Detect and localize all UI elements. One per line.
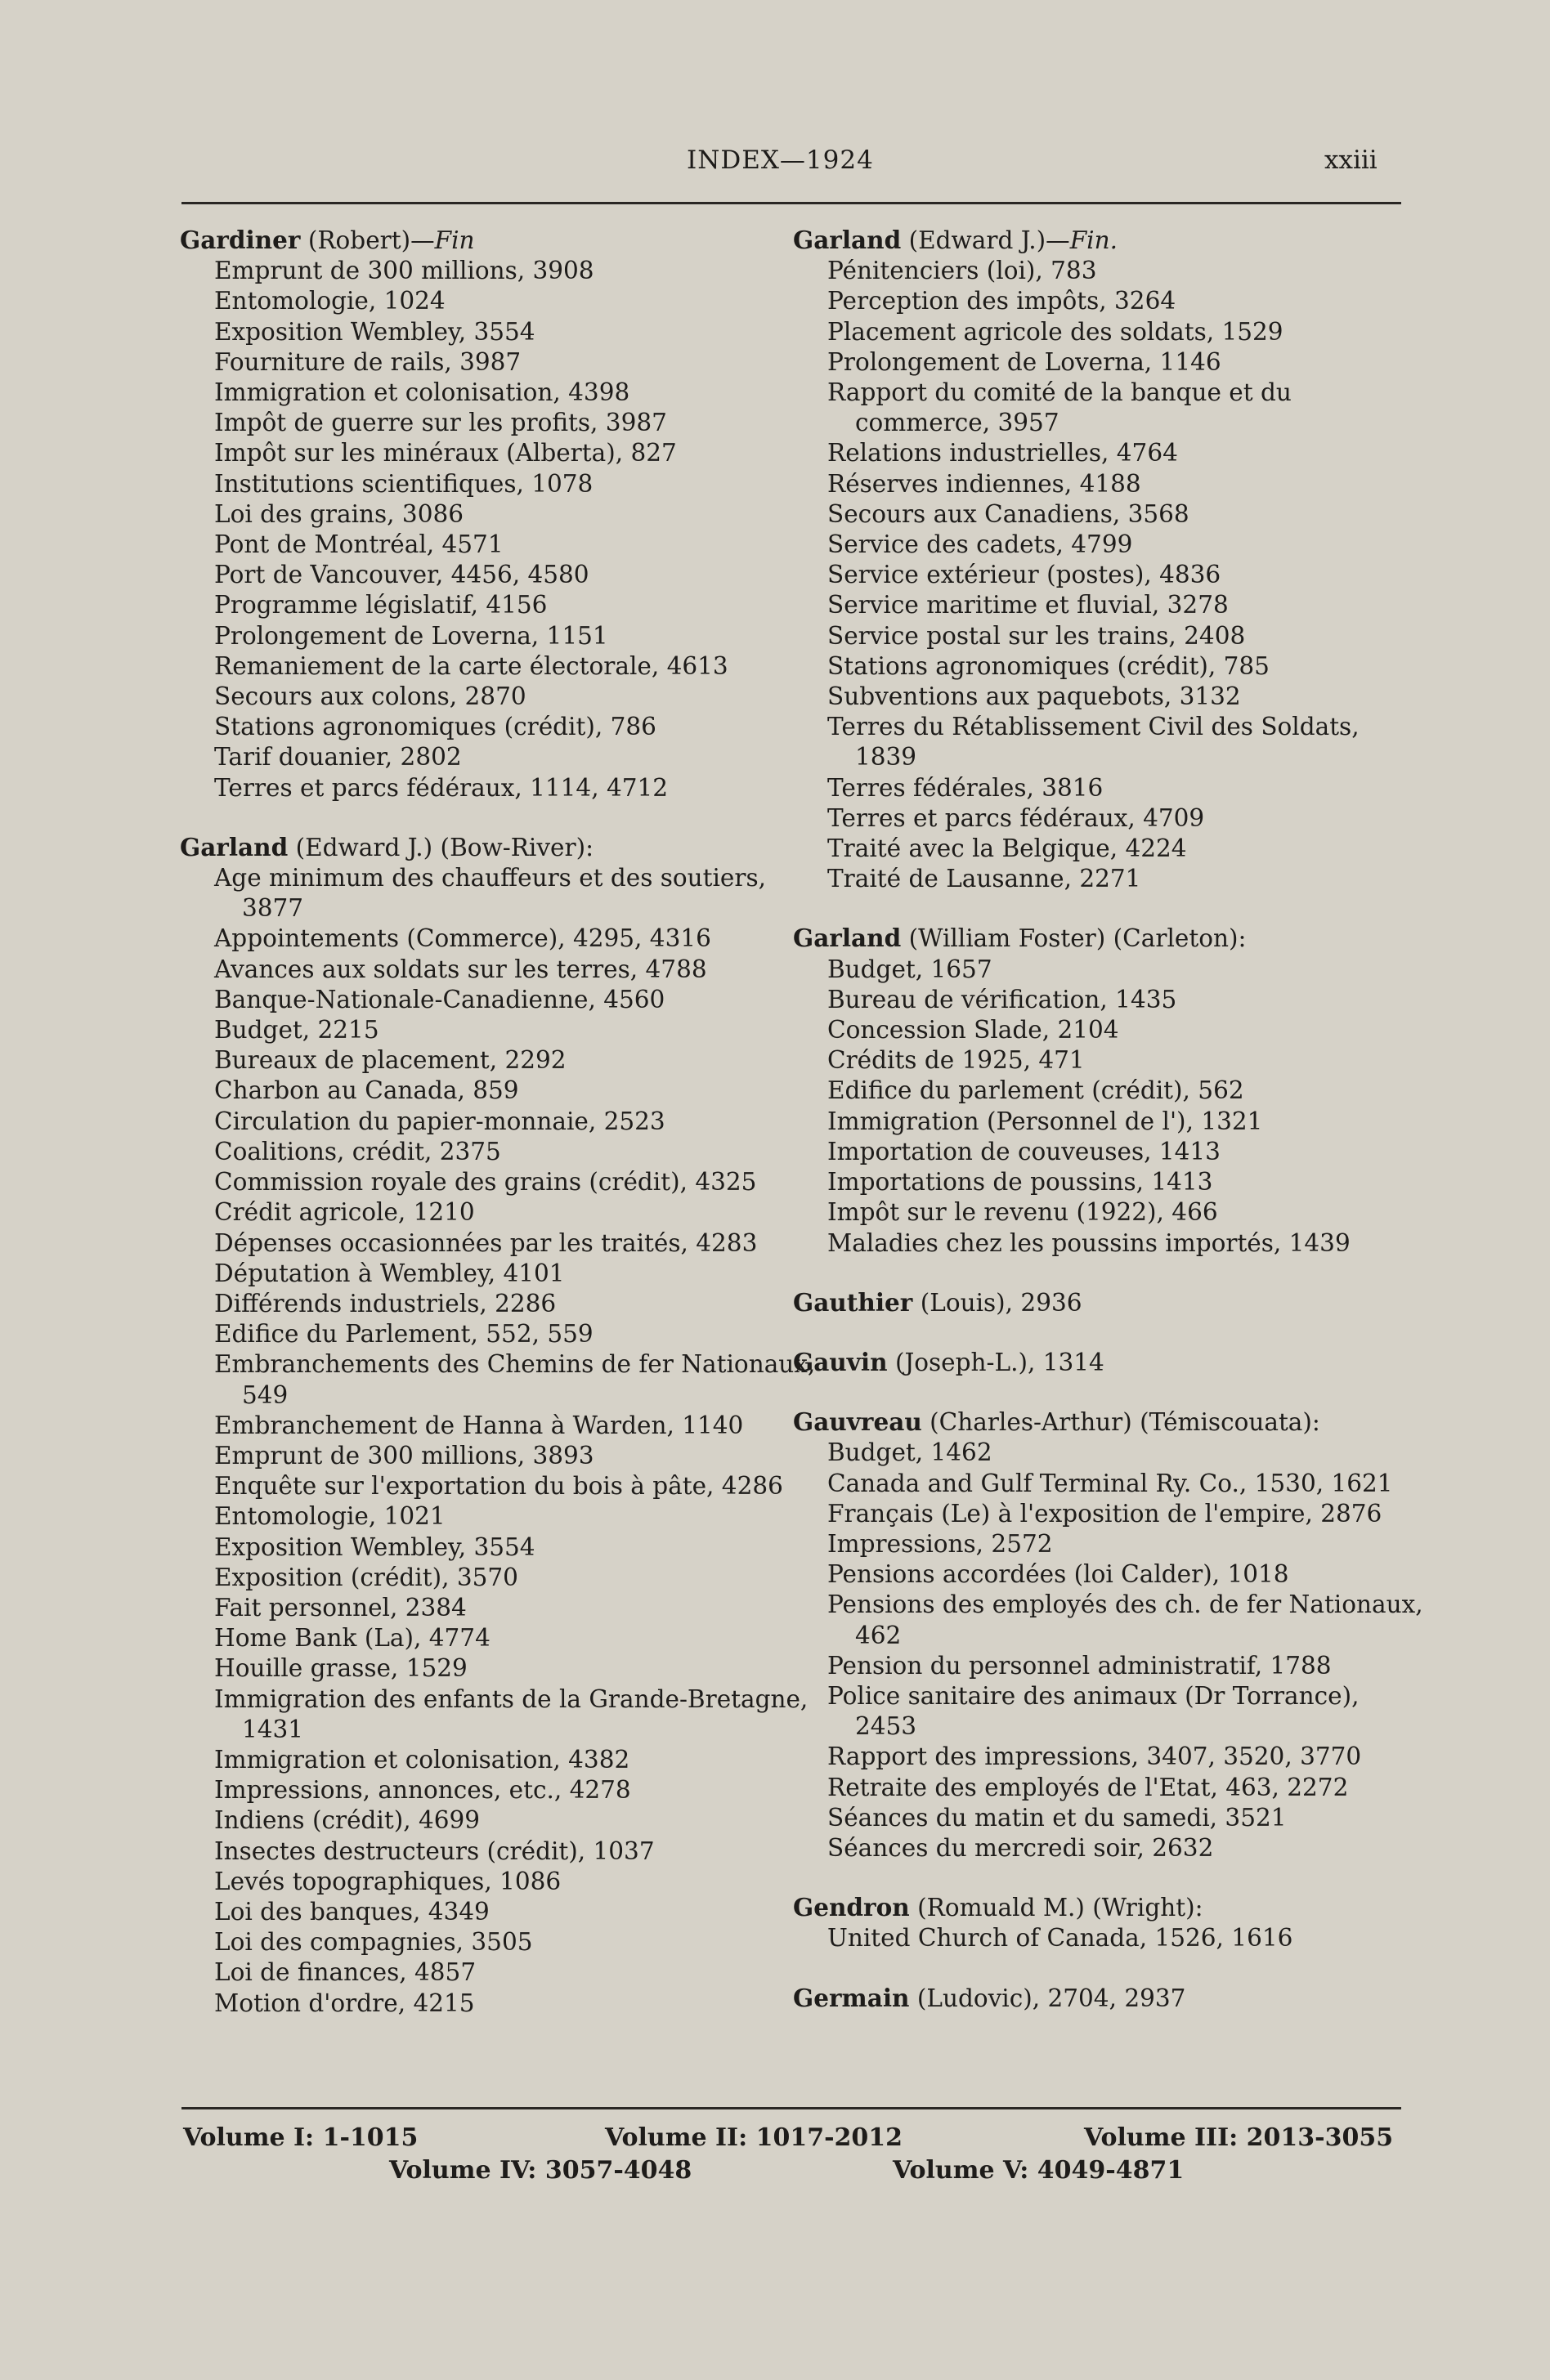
entry-continuation-mark: Fin [434,226,475,254]
entry-heading [181,832,827,863]
entry-surname: Garland [793,924,902,953]
subentry: Traité avec la Belgique, 4224 [827,834,1187,863]
subentry: Fourniture de rails, 3987 [214,347,522,376]
subentry: Coalitions, crédit, 2375 [214,1137,501,1165]
entry-heading [795,225,1424,256]
entry-surname: Germain [793,1983,910,2012]
subentry: Loi des banques, 4349 [214,1897,490,1926]
subentry: Subventions aux paquebots, 3132 [827,682,1241,711]
subentry: Bureau de vérification, 1435 [827,985,1177,1013]
subentry: Exposition Wembley, 3554 [214,1532,535,1561]
volume-range-1: Volume I: 1-1015 [183,2123,419,2152]
subentry: Réserves indiennes, 4188 [827,469,1141,498]
entry-qualifier: (Joseph-L.), 1314 [887,1348,1104,1376]
entry-surname: Gendron [793,1893,910,1922]
subentry: Immigration et colonisation, 4382 [214,1745,630,1774]
subentry: Circulation du papier-monnaie, 2523 [214,1107,665,1135]
subentry: Levés topographiques, 1086 [214,1867,562,1895]
entry-qualifier: (Edward J.)— [901,226,1070,254]
entry-heading [795,1287,1424,1318]
subentry: Terres fédérales, 3816 [827,773,1104,802]
entry-qualifier: (Louis), 2936 [912,1288,1082,1317]
subentry: Houille grasse, 1529 [214,1654,468,1683]
subentry: Retraite des employés de l'Etat, 463, 2272 [827,1773,1349,1801]
volume-range-3: Volume III: 2013-3055 [1084,2123,1394,2152]
subentry: United Church of Canada, 1526, 1616 [827,1924,1293,1953]
subentry: Age minimum des chauffeurs et des soutiers, 3877 [214,864,766,923]
subentry: Edifice du Parlement, 552, 559 [214,1320,594,1349]
subentry: Emprunt de 300 millions, 3908 [214,257,594,285]
subentry: Relations industrielles, 4764 [827,439,1178,468]
subentry: Impressions, 2572 [827,1529,1053,1558]
header-rule [181,202,1401,204]
entry-heading [795,1892,1424,1923]
volume-range-2: Volume II: 1017-2012 [605,2123,903,2152]
subentry: Impressions, annonces, etc., 4278 [214,1776,631,1805]
subentry: Concession Slade, 2104 [827,1016,1119,1045]
subentry: Institutions scientifiques, 1078 [214,469,594,498]
subentry: Loi des compagnies, 3505 [214,1928,533,1957]
subentry: Différends industriels, 2286 [214,1289,557,1318]
entry-heading [795,1983,1424,2014]
index-entry [795,1347,1424,1378]
subentry: Exposition (crédit), 3570 [214,1563,518,1591]
subentry: Terres et parcs fédéraux, 4709 [827,803,1205,832]
subentry: Entomologie, 1021 [214,1502,446,1531]
subentry: Perception des impôts, 3264 [827,287,1176,315]
entry-surname: Gauthier [793,1287,913,1317]
subentry: Avances aux soldats sur les terres, 4788 [214,955,707,983]
entry-surname: Gardiner [180,226,301,254]
subentry: Appointements (Commerce), 4295, 4316 [214,924,711,953]
entry-surname: Gauvin [793,1347,888,1376]
right-column [795,225,1424,2014]
subentry: Impôt de guerre sur les profits, 3987 [214,409,667,437]
subentry: Bureaux de placement, 2292 [214,1046,567,1075]
entry-qualifier: (Charles-Arthur) (Témiscouata): [921,1408,1320,1437]
subentry: Immigration des enfants de la Grande-Bretagne, 1431 [214,1684,809,1743]
index-entry [795,1287,1424,1318]
subentry: Pont de Montréal, 4571 [214,530,504,559]
subentry: Pénitenciers (loi), 783 [827,257,1097,285]
subentry: Députation à Wembley, 4101 [214,1259,565,1287]
index-entry [795,1892,1424,1953]
page-number: xxiii [1324,145,1378,175]
page-header-title: INDEX—1924 [687,145,874,175]
index-entry [181,225,827,803]
subentry: Prolongement de Loverna, 1146 [827,347,1221,376]
subentry: Service postal sur les trains, 2408 [827,621,1246,650]
subentry: Pensions accordées (loi Calder), 1018 [827,1560,1289,1589]
subentry: Dépenses occasionnées par les traités, 4283 [214,1228,758,1257]
subentry: Stations agronomiques (crédit), 785 [827,651,1270,680]
index-entry [795,225,1424,894]
subentry: Secours aux Canadiens, 3568 [827,499,1189,528]
entry-qualifier: (Romuald M.) (Wright): [909,1894,1203,1922]
subentry: Pensions des employés des ch. de fer Nationaux, 462 [827,1590,1423,1649]
subentry: Immigration (Personnel de l'), 1321 [827,1107,1263,1135]
entry-surname: Garland [180,832,289,861]
subentry: Tarif douanier, 2802 [214,743,462,772]
subentry: Emprunt de 300 millions, 3893 [214,1441,594,1470]
index-entry [795,1407,1424,1863]
subentry: Commission royale des grains (crédit), 4325 [214,1168,757,1197]
subentry: Service maritime et fluvial, 3278 [827,591,1229,620]
entry-heading [795,1347,1424,1378]
subentry: Français (Le) à l'exposition de l'empire, 2876 [827,1499,1382,1528]
subentry: Enquête sur l'exportation du bois à pâte, 4286 [214,1472,783,1501]
subentry: Charbon au Canada, 859 [214,1076,519,1105]
subentry: Banque-Nationale-Canadienne, 4560 [214,985,665,1013]
entry-surname: Garland [793,226,902,254]
subentry: Police sanitaire des animaux (Dr Torrance), 2453 [827,1681,1360,1741]
left-column [181,225,827,2019]
entry-qualifier: (William Foster) (Carleton): [901,924,1247,953]
subentry: Importation de couveuses, 1413 [827,1137,1221,1165]
subentry: Séances du matin et du samedi, 3521 [827,1803,1287,1832]
subentry: Port de Vancouver, 4456, 4580 [214,561,589,589]
entry-qualifier: (Ludovic), 2704, 2937 [909,1984,1186,2012]
subentry: Programme législatif, 4156 [214,591,548,620]
subentry: Importations de poussins, 1413 [827,1168,1213,1197]
subentry: Stations agronomiques (crédit), 786 [214,713,656,741]
subentry: Motion d'ordre, 4215 [214,1989,475,2017]
subentry: Canada and Gulf Terminal Ry. Co., 1530, 1621 [827,1469,1393,1497]
subentry: Fait personnel, 2384 [214,1593,467,1622]
subentry: Loi des grains, 3086 [214,499,464,528]
subentry: Indiens (crédit), 4699 [214,1806,481,1835]
subentry: Service extérieur (postes), 4836 [827,561,1221,589]
entry-heading [795,923,1424,954]
subentry: Terres du Rétablissement Civil des Soldats, 1839 [827,713,1360,772]
subentry: Home Bank (La), 4774 [214,1624,491,1653]
subentry: Loi de finances, 4857 [214,1958,477,1987]
entry-heading [181,225,827,256]
subentry: Embranchement de Hanna à Warden, 1140 [214,1411,744,1439]
subentry: Budget, 1462 [827,1438,992,1467]
entry-qualifier: (Edward J.) (Bow-River): [288,833,594,861]
subentry: Crédit agricole, 1210 [214,1198,475,1227]
subentry: Immigration et colonisation, 4398 [214,378,630,407]
subentry: Budget, 2215 [214,1016,379,1045]
subentry: Impôt sur le revenu (1922), 466 [827,1198,1218,1227]
subentry: Prolongement de Loverna, 1151 [214,621,608,650]
index-entry [795,1983,1424,2014]
entry-heading [795,1407,1424,1438]
subentry: Service des cadets, 4799 [827,530,1133,559]
subentry: Traité de Lausanne, 2271 [827,865,1141,893]
subentry: Séances du mercredi soir, 2632 [827,1833,1214,1862]
subentry: Rapport des impressions, 3407, 3520, 3770 [827,1742,1362,1771]
subentry: Secours aux colons, 2870 [214,682,526,711]
subentry: Placement agricole des soldats, 1529 [827,317,1283,346]
subentry: Edifice du parlement (crédit), 562 [827,1076,1244,1105]
subentry: Impôt sur les minéraux (Alberta), 827 [214,439,677,468]
footer-rule [181,2107,1401,2109]
subentry: Rapport du comité de la banque et du commerce, 3957 [827,378,1292,437]
entry-surname: Gauvreau [793,1407,922,1437]
subentry: Pension du personnel administratif, 1788 [827,1651,1332,1680]
subentry: Remaniement de la carte électorale, 4613 [214,651,728,680]
index-entry [181,832,827,2019]
index-entry [795,923,1424,1258]
subentry: Embranchements des Chemins de fer Nationaux, 549 [214,1350,816,1409]
subentry: Crédits de 1925, 471 [827,1046,1085,1075]
entry-continuation-mark: Fin. [1069,226,1118,254]
subentry: Entomologie, 1024 [214,287,446,315]
volume-range-4: Volume IV: 3057-4048 [389,2156,692,2185]
subentry: Terres et parcs fédéraux, 1114, 4712 [214,773,669,802]
subentry: Insectes destructeurs (crédit), 1037 [214,1836,655,1865]
subentry: Maladies chez les poussins importés, 1439 [827,1228,1351,1257]
subentry: Budget, 1657 [827,955,992,983]
entry-qualifier: (Robert)— [300,226,435,254]
subentry: Exposition Wembley, 3554 [214,317,535,346]
volume-range-5: Volume V: 4049-4871 [893,2156,1185,2185]
